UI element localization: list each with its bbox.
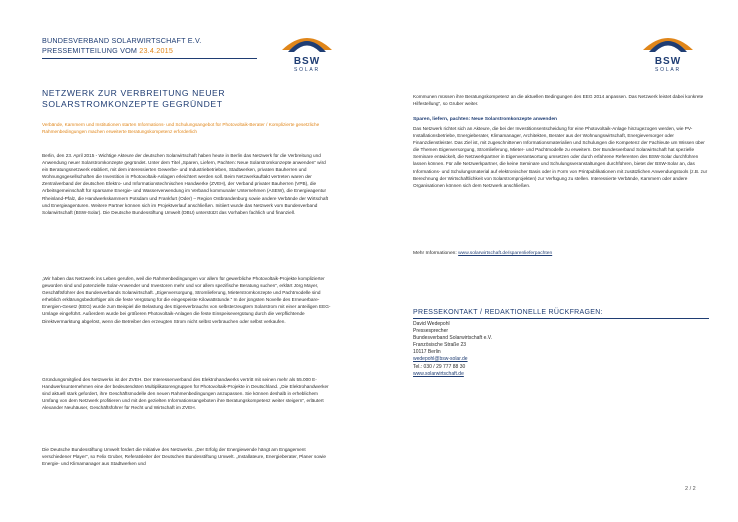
bsw-solar-logo (278, 26, 336, 78)
title-line-2: SOLARSTROMKONZEPTE GEGRÜNDET (42, 99, 223, 109)
press-prefix: PRESSEMITTEILUNG VOM (42, 46, 140, 55)
press-release-line (42, 46, 272, 56)
more-info-link[interactable]: www.solarwirtschaft.de/sparenlieferpachten (458, 251, 553, 256)
body-paragraph-2: „Wir haben das Netzwerk ins Leben gerufen, weil die Rahmenbedingungen vor allem für gewerbliche Photovoltaik-Projekte komplizierter geworden sind und potenzielle Solar-Anwender und Investoren mehr und vor allem spezifische Beratung suchen“, erklärt Jörg Mayer, Geschäftsführer des Bundesverbands Solarwirtschaft. „Eigenversorgung, Stromlieferung, Mieterstromkonzepte und Pachtmodelle sind erheblich erklärungsbedürftiger als die feste Vergütung für die eingespeiste Kilowattstunde.“ In der jüngsten Novelle des Erneuerbare-Energien-Gesetz (EEG) wurde zum Beispiel die Belastung des Eigenverbrauchs von selbsterzeugtem Solarstrom mit einer anteiligen EEG-Umlage eingeführt. Außerdem wurde bei größeren Photovoltaik-Anlagen die feste Einspeisevergütung durch die verpflichtende Direktvermarktung abgelöst, wenn die Betreiber den erzeugten Strom nicht selbst verbrauchen oder selbst verkaufen. (42, 276, 331, 324)
contact-organization: Bundesverband Solarwirtschaft e.V. (413, 335, 493, 342)
more-info-line (413, 251, 552, 256)
contact-website-link[interactable]: www.solarwirtschaft.de (413, 370, 464, 377)
letterhead (42, 36, 272, 59)
document-title (42, 88, 332, 110)
press-date: 23.4.2015 (139, 46, 174, 55)
contact-name: David Wedepohl (413, 321, 450, 327)
contact-rule (413, 318, 709, 319)
logo-subtitle: SOLAR (294, 67, 320, 73)
document-page-2 (369, 0, 738, 522)
body-paragraph-4: Die Deutsche Bundesstiftung Umwelt fördert die Initiative des Netzwerks. „Der Erfolg der Energiewende hängt am Engagement verschiedener Player“, so Felix Gruber, Referatsleiter der Deutschen Bundesstiftung Umwelt. „Installateure, Energieberater, Planer sowie Energie- und Klimamanager aus Stadtwerken und (42, 447, 326, 467)
bsw-solar-logo (639, 26, 697, 78)
page-number: 2 / 2 (685, 486, 696, 492)
body-paragraph-1: Berlin, den 23. April 2015 - Wichtige Akteure der deutschen Solarwirtschaft haben heute in Berlin das Netzwerk für die Verbreitung und Anwendung neuer Solarstromkonzepte gegründet. Unter dem Titel „Sparen, Liefern, Pachten: Neue Solarstromkonzepte anwenden“ wird ein Beratungsnetzwerk etabliert, mit dem interessierten Gewerbe- und Industriebetrieben, Stadtwerken, privaten Bauherren und Wohnungsgesellschaften die Investition in Photovoltaik-Anlagen erleichtert werden soll. Beim Netzwerkauftakt vertreten waren der Zentralverband der deutschen Elektro- und Informationstechnischen Handwerke (ZVEH), der Verband privater Bauherren (VPB), die Arbeitsgemeinschaft für sparsame Energie- und Wasserverwendung im Verband kommunaler Unternehmen (ASEW), die Energieagentur Rheinland-Pfalz, die Handwerkskammern Potsdam und Frankfurt (Oder) – Region Ostbrandenburg sowie andere Verbände der Wirtschaft und Energieagenturen. Weitere Partner können sich im Projektverlauf anschließen. Initiiert wurde das Netzwerk vom Bundesverband Solarwirtschaft (BSW-Solar). Die Deutsche Bundesstiftung Umwelt (DBU) unterstützt das Vorhaben fachlich und finanziell. (42, 153, 329, 215)
lead-paragraph: Verbände, Kammern und Institutionen starten Informations- und Schulungsangebot für Photovoltaik-Berater / Komplizierte gesetzliche Rahmenbedingungen machen erweiterte Beratungskompetenz erforderlich (42, 122, 320, 135)
contact-role: Pressesprecher (413, 328, 449, 335)
section-paragraph: Das Netzwerk richtet sich an Akteure, die bei der Investitionsentscheidung für eine Photovoltaik-Anlage hinzugezogen werden, wie PV-Installationsbetriebe, Energieberater, Klimamanager, Architekten, Berater aus der Wohnungswirtschaft, Energieversorger oder Finanzdienstleister. Das Ziel ist, mit zugeschnittenen Informationsmaterialien und Schulungen die Kompetenz der Fachleute um Wissen über die Themen Eigenversorgung, Stromlieferung, Mieter- und Pachtmodelle zu erweitern. Der Bundesverband Solarwirtschaft hat spezielle Seminare entwickelt, die Netzwerkpartner in Eigenverantwortung umsetzen oder durch erfahrene Referenten des BSW-Solar durchführen lassen können. Für alle Netzwerkpartner, die keine Seminare und Schulungsveranstaltungen durchführen, bietet der BSW-Solar an, das Informations- und Schulungsmaterial auf elektronischer Basis oder in Form von Printpublikationen mit zusätzlichen Anwendungstools (z.B. zur Berechnung der Wirtschaftlichkeit von Solarstromprojekten) zur Verfügung zu stellen. Interessierte Verbände, Kammern oder andere Organisationen können sich dem Netzwerk anschließen. (413, 126, 708, 188)
contact-email-link[interactable]: wedepohl@bsw-solar.de (413, 356, 468, 363)
logo-wordmark: BSW (654, 56, 682, 67)
section-subheading: Sparen, liefern, pachten: Neue Solarstromkonzepte anwenden (413, 117, 558, 122)
body-paragraph-3: Gründungsmitglied des Netzwerks ist der ZVEH. Der Interessenverband des Elektrohandwerks vertritt mit seinen mehr als 55.000 E-Handwerksunternehmen eine der bedeutendsten Multiplikatorengruppen für Photovoltaik-Projekte in Deutschland. „Die Elektrohandwerker sind aktuell stark gefordert, ihre Geschäftsmodelle den neuen Rahmenbedingungen anzupassen. Sie können deshalb in erheblichem Umfang von dem Netzwerk profitieren und mit den gezielten Informationsangeboten ihre Beratungskompetenz weiter steigern“, erläutert Alexander Neuhäuser, Geschäftsführer für Recht und Wirtschaft im ZVEH. (42, 377, 329, 411)
continued-paragraph: Kommunen müssen ihre Beratungskompetenz an die aktuellen Bedingungen des EEG 2014 anpassen. Das Netzwerk leistet dabei konkrete Hilfestellung“, so Gruber weiter. (413, 94, 704, 107)
roof-icon (278, 26, 336, 56)
roof-icon (639, 26, 697, 56)
header-rule (42, 58, 257, 59)
contact-city: 10117 Berlin (413, 349, 441, 356)
logo-subtitle: SOLAR (655, 67, 681, 73)
contact-heading: PRESSEKONTAKT / REDAKTIONELLE RÜCKFRAGEN: (413, 309, 603, 316)
logo-wordmark: BSW (293, 56, 321, 67)
contact-phone: Tel.: 030 / 29 777 88 30 (413, 363, 466, 370)
organization-name: BUNDESVERBAND SOLARWIRTSCHAFT E.V. (42, 36, 202, 45)
contact-street: Französische Straße 23 (413, 342, 467, 349)
more-info-label: Mehr Informationen: (413, 251, 459, 256)
title-line-1: NETZWERK ZUR VERBREITUNG NEUER (42, 88, 226, 98)
contact-block (413, 321, 613, 378)
